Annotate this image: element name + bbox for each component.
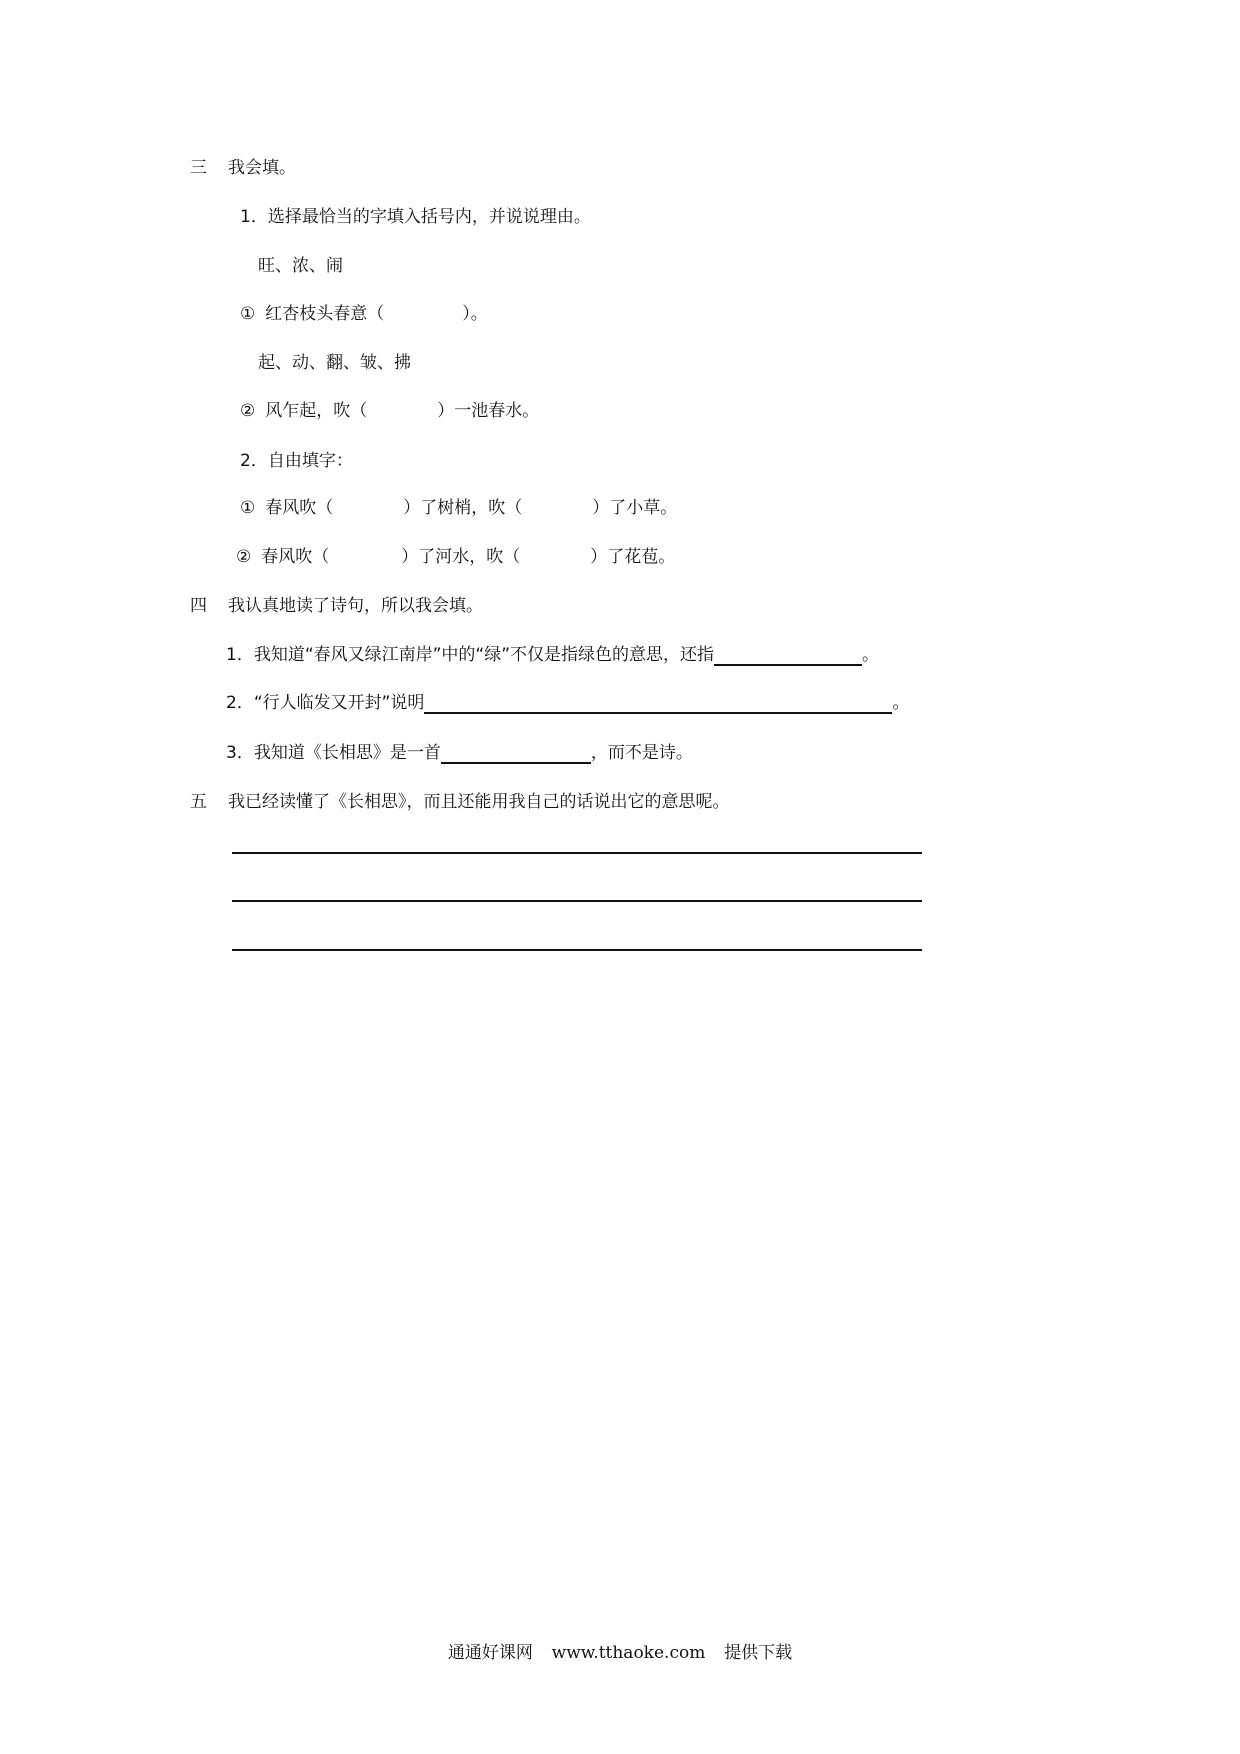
footer-url: www.tthaoke.com — [551, 1643, 706, 1663]
free-fill-item-2 — [236, 545, 675, 569]
section-4-number: 四 — [190, 596, 207, 616]
section-4-question-2 — [226, 691, 909, 715]
section-3-number: 三 — [190, 158, 207, 178]
free-fill-item-1 — [240, 496, 677, 520]
item-marker: ② — [240, 401, 256, 421]
page-footer — [0, 1638, 1240, 1663]
writing-line[interactable] — [232, 852, 922, 854]
section-3-heading — [190, 156, 296, 180]
section-3-title: 我会填。 — [228, 158, 296, 178]
word-options-1: 旺、浓、闹 — [258, 256, 343, 276]
section-3-question-1: 1．选择最恰当的字填入括号内，并说说理由。 — [240, 207, 591, 227]
item-text: ）了花苞。 — [590, 547, 676, 567]
section-5-number: 五 — [190, 792, 207, 812]
section-5-title: 我已经读懂了《长相思》，而且还能用我自己的话说出它的意思呢。 — [228, 792, 730, 812]
writing-line[interactable] — [232, 949, 922, 951]
section-3-question-2: 2．自由填字： — [240, 451, 353, 471]
item-text: 春风吹（ — [261, 547, 330, 567]
item-marker: ① — [240, 304, 256, 324]
section-4-title: 我认真地读了诗句，所以我会填。 — [228, 596, 483, 616]
question-text: 。 — [862, 645, 880, 665]
section-4-heading — [190, 594, 483, 618]
fill-item-2 — [240, 399, 539, 423]
question-text: 2．“行人临发又开封”说明 — [226, 693, 425, 713]
question-text: 。 — [892, 693, 910, 713]
item-text: ）了河水，吹（ — [401, 547, 521, 567]
question-text: 3．我知道《长相思》是一首 — [226, 743, 441, 763]
item-text: 红杏枝头春意（ — [265, 304, 385, 324]
fill-item-1 — [240, 302, 488, 326]
item-text: ）了小草。 — [592, 498, 678, 518]
word-options-2: 起、动、翻、皱、拂 — [258, 353, 411, 373]
question-text: ，而不是诗。 — [590, 743, 693, 763]
item-text: 风乍起，吹（ — [265, 401, 368, 421]
item-text: ）了树梢，吹（ — [403, 498, 523, 518]
item-text: ）一池春水。 — [437, 401, 540, 421]
question-text: 1．我知道“春风又绿江南岸”中的“绿”不仅是指绿色的意思，还指 — [226, 645, 715, 665]
item-marker: ① — [240, 498, 256, 518]
footer-suffix: 提供下载 — [724, 1643, 793, 1663]
writing-line[interactable] — [232, 900, 922, 902]
section-4-question-1 — [226, 643, 879, 667]
section-5-heading — [190, 790, 730, 814]
answer-line[interactable] — [424, 694, 892, 714]
item-text: ）。 — [462, 304, 488, 324]
answer-line[interactable] — [714, 646, 862, 666]
item-marker: ② — [236, 547, 252, 567]
answer-line[interactable] — [441, 744, 591, 764]
section-4-question-3 — [226, 741, 693, 765]
footer-site-name: 通通好课网 — [447, 1643, 533, 1663]
item-text: 春风吹（ — [265, 498, 334, 518]
